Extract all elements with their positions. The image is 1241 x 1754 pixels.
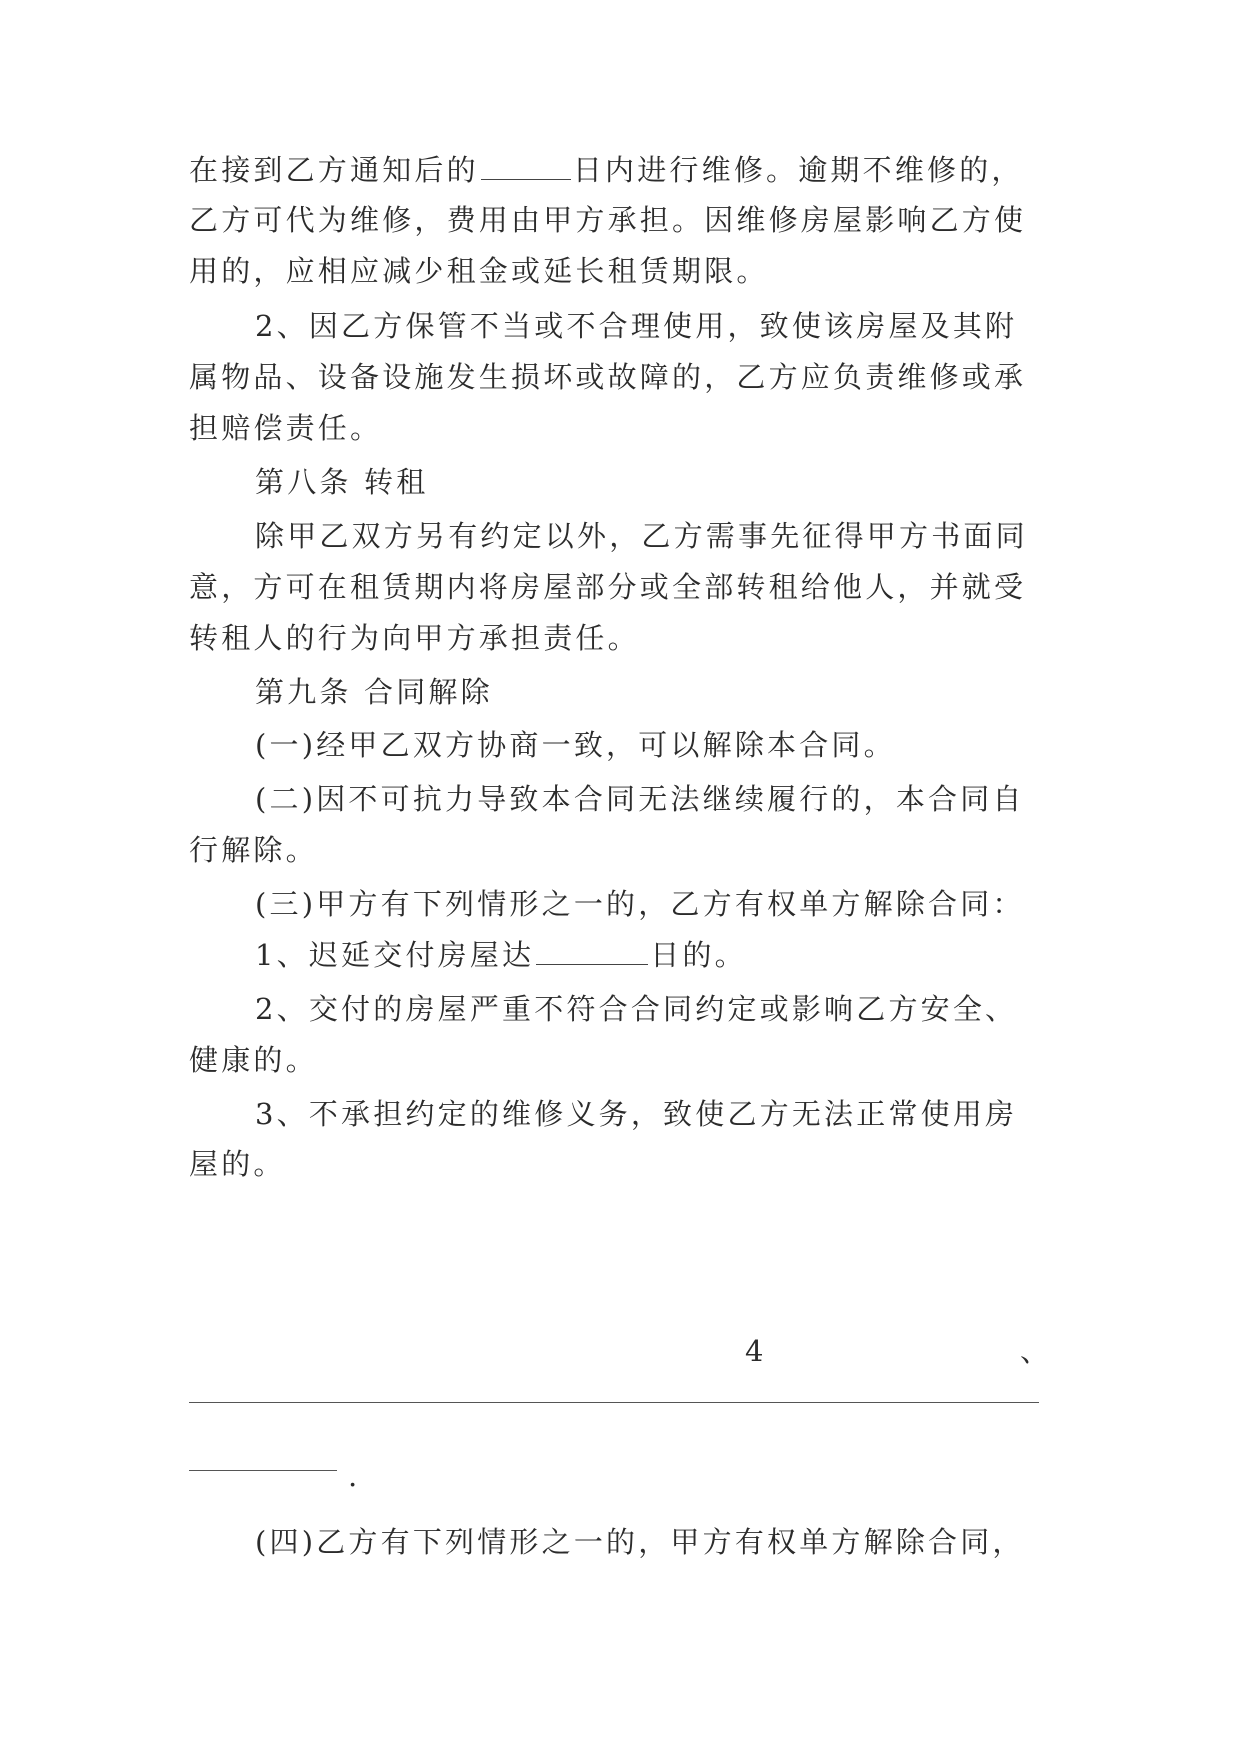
text-line: (二)因不可抗力导致本合同无法继续履行的，本合同自	[255, 782, 1025, 816]
fill-in-blank	[536, 938, 648, 965]
fill-in-blank	[481, 153, 571, 180]
text-line	[255, 935, 747, 975]
section-heading: 第八条 转租	[255, 465, 429, 499]
item-end-mark: .	[348, 1459, 358, 1493]
text-fragment: 在接到乙方通知后的	[189, 153, 479, 187]
text-line: 意，方可在租赁期内将房屋部分或全部转租给他人，并就受	[189, 570, 1027, 604]
section-heading: 第九条 合同解除	[255, 675, 493, 709]
text-line: 属物品、设备设施发生损坏或故障的，乙方应负责维修或承	[189, 360, 1027, 394]
text-line: (一)经甲乙双方协商一致，可以解除本合同。	[255, 728, 896, 762]
text-fragment: 日内进行维修。逾期不维修的，	[572, 153, 1024, 187]
text-line: (三)甲方有下列情形之一的，乙方有权单方解除合同：	[255, 887, 1025, 921]
text-line: 2、因乙方保管不当或不合理使用，致使该房屋及其附	[255, 309, 1018, 343]
fill-in-rule	[189, 1402, 1039, 1403]
text-line: 除甲乙双方另有约定以外，乙方需事先征得甲方书面同	[255, 519, 1028, 553]
text-fragment: 日的。	[650, 938, 747, 972]
text-fragment: 1、迟延交付房屋达	[255, 938, 535, 972]
text-line: 担赔偿责任。	[189, 411, 383, 445]
text-line: (四)乙方有下列情形之一的，甲方有权单方解除合同，	[255, 1525, 1025, 1559]
item-number: 4	[745, 1334, 764, 1368]
text-line: 乙方可代为维修，费用由甲方承担。因维修房屋影响乙方使	[189, 203, 1027, 237]
text-line: 转租人的行为向甲方承担责任。	[189, 621, 640, 655]
text-line: 2、交付的房屋严重不符合合同约定或影响乙方安全、	[255, 992, 1018, 1026]
fill-in-rule	[189, 1470, 337, 1471]
item-separator: 、	[1020, 1334, 1050, 1368]
text-line: 用的，应相应减少租金或延长租赁期限。	[189, 254, 769, 288]
text-line	[189, 150, 1024, 190]
text-line: 健康的。	[189, 1043, 318, 1077]
text-line: 屋的。	[189, 1147, 286, 1181]
text-line: 行解除。	[189, 833, 318, 867]
text-line: 3、不承担约定的维修义务，致使乙方无法正常使用房	[255, 1097, 1018, 1131]
